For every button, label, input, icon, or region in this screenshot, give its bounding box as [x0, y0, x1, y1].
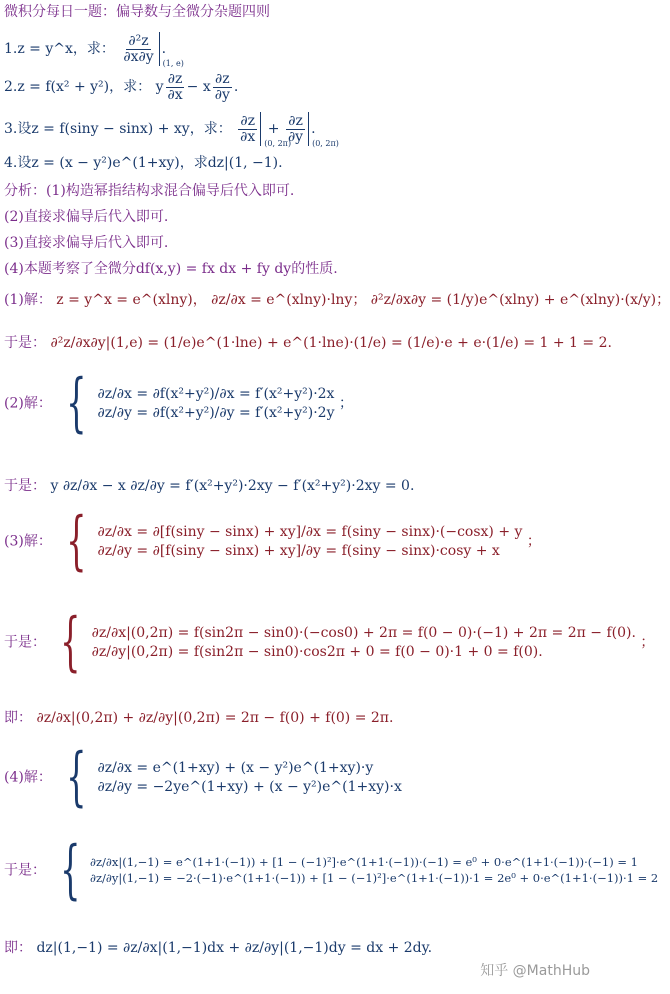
analysis-3: (3)直接求偏导后代入即可. [4, 235, 169, 251]
solution-3-substitution: 于是： { ∂z/∂x|(0,2π) = f(sin2π − sin0)·(−cos0) + 2π = f(0 − 0)·(−1) + 2π = 2π − f(0). ∂z/∂y|(0,2π) = f(sin2π − sin0)·cos2π + 0 = f(0 − 0)·1 + 0 = f(0). ； [4, 605, 655, 679]
doc-title: 微积分每日一题：偏导数与全微分杂题四则 [4, 4, 270, 20]
solution-3-system [97, 521, 522, 562]
left-brace: { [66, 740, 87, 814]
question-2-text: 2.z = f(x² + y²)，求： [4, 79, 152, 96]
analysis-2: (2)直接求偏导后代入即可. [4, 209, 169, 225]
solution-2-result-label: 于是： [4, 478, 46, 494]
solution-2-result [4, 478, 414, 494]
solution-3-label: (3)解： [4, 533, 52, 550]
solution-1-label: (1)解： [4, 292, 52, 308]
question-2: 2.z = f(x² + y²)，求： y $\frac{\partial z}{\partial x}$ − x $\frac{\partial z}{\partial y}$ . [4, 71, 239, 103]
solution-4-sub-label: 于是： [4, 862, 46, 879]
solution-3-sub-label: 于是： [4, 634, 46, 651]
analysis-4: (4)本题考察了全微分df(x,y) = fx dx + fy dy的性质. [4, 261, 338, 277]
solution-4-line-2: ∂z/∂y = −2ye^(1+xy) + (x − y²)e^(1+xy)·x [97, 779, 402, 796]
solution-1-text: z = y^x = e^(xlny)， ∂z/∂x = e^(xlny)·lny； ∂²z/∂x∂y = (1/y)e^(xlny) + e^(xlny)·(x/y)； [56, 292, 670, 308]
question-3: 3.设z = f(siny − sinx) + xy，求： $\frac{\partial z}{\partial x}$ (0, 2π) + $\frac{\partial z}{\partial y}$ (0, 2π) . [4, 112, 339, 148]
solution-3-sub-line-1: ∂z/∂x|(0,2π) = f(sin2π − sin0)·(−cos0) + 2π = f(0 − 0)·(−1) + 2π = 2π − f(0). [91, 625, 636, 641]
analysis-1: 分析：(1)构造幂指结构求混合偏导后代入即可. [4, 183, 295, 199]
solution-1-result-text: ∂²z/∂x∂y|(1,e) = (1/e)e^(1·lne) + e^(1·lne)·(1/e) = (1/e)·e + e·(1/e) = 1 + 1 = 2. [50, 335, 612, 351]
solution-4-sub-line-2: ∂z/∂y|(1,−1) = −2·(−1)·e^(1+1·(−1)) + [1 − (−1)²]·e^(1+1·(−1))·1 = 2e⁰ + 0·e^(1+1·(−1))·1 = 2 [90, 871, 659, 886]
solution-4-label: (4)解： [4, 769, 52, 786]
solution-3-sub-line-2: ∂z/∂y|(0,2π) = f(sin2π − sin0)·cos2π + 0 = f(0 − 0)·1 + 0 = f(0). [91, 644, 543, 661]
question-3-text: 3.设z = f(siny − sinx) + xy，求： [4, 121, 232, 137]
question-4: 4.设z = (x − y²)e^(1+xy)，求dz|(1, −1). [4, 155, 283, 171]
solution-4-result-text: dz|(1,−1) = ∂z/∂x|(1,−1)dx + ∂z/∂y|(1,−1)dy = dx + 2dy. [36, 940, 433, 956]
solution-2-line-2: ∂z/∂y = ∂f(x²+y²)/∂y = f′(x²+y²)·2y [97, 405, 335, 422]
solution-3-line-1: ∂z/∂x = ∂[f(siny − sinx) + xy]/∂x = f(siny − sinx)·(−cosx) + y [97, 524, 523, 540]
solution-2-label: (2)解： [4, 395, 52, 412]
left-brace: { [59, 833, 81, 907]
q1-eval-bar [159, 32, 184, 68]
solution-4-result-label: 即： [4, 940, 32, 956]
solution-3-result-label: 即： [4, 710, 32, 726]
left-brace: { [66, 366, 87, 440]
solution-3-result-text: ∂z/∂x|(0,2π) + ∂z/∂y|(0,2π) = 2π − f(0) + f(0) = 2π. [36, 710, 394, 726]
solution-2-system [97, 383, 334, 424]
solution-1-result [4, 335, 612, 351]
solution-2: (2)解： { ∂z/∂x = ∂f(x²+y²)/∂x = f′(x²+y²)·2x ∂z/∂y = ∂f(x²+y²)/∂y = f′(x²+y²)·2y ； [4, 366, 353, 440]
solution-4-result [4, 940, 432, 956]
question-1: 1.z = y^x，求： $\frac{\text{∂²z}}{\partial x\partial y}$ (1, e) . [4, 32, 184, 68]
solution-3-result [4, 710, 393, 726]
solution-4 [4, 740, 402, 814]
question-1-text: 1.z = y^x，求： [4, 41, 115, 57]
solution-3: (3)解： { ∂z/∂x = ∂[f(siny − sinx) + xy]/∂x = f(siny − sinx)·(−cosx) + y ∂z/∂y = ∂[f(siny − sinx) + xy]/∂y = f(siny − sinx)·cosy + x ； [4, 504, 541, 578]
solution-3-sub-system [92, 622, 636, 663]
solution-4-line-1: ∂z/∂x = e^(1+xy) + (x − y²)e^(1+xy)·y [97, 760, 374, 776]
solution-4-substitution [4, 833, 659, 907]
left-brace: { [60, 605, 81, 679]
solution-1 [4, 292, 670, 308]
solution-4-sub-line-1: ∂z/∂x|(1,−1) = e^(1+1·(−1)) + [1 − (−1)²]·e^(1+1·(−1))·(−1) = e⁰ + 0·e^(1+1·(−1))·(−1) = 1 [90, 854, 638, 869]
q1-eval-point: (1, e) [162, 58, 184, 68]
solution-1-result-label: 于是： [4, 335, 46, 351]
solution-4-sub-system [90, 853, 658, 888]
solution-2-result-text: y ∂z/∂x − x ∂z/∂y = f′(x²+y²)·2xy − f′(x²+y²)·2xy = 0. [50, 478, 415, 494]
solution-2-line-1: ∂z/∂x = ∂f(x²+y²)/∂x = f′(x²+y²)·2x [97, 386, 335, 402]
solution-4-system [97, 757, 401, 798]
q1-fraction: $\frac{\text{∂²z}}{\partial x\partial y}$ [123, 32, 154, 65]
watermark: 知乎 @MathHub [480, 963, 590, 979]
solution-3-line-2: ∂z/∂y = ∂[f(siny − sinx) + xy]/∂y = f(siny − sinx)·cosy + x [97, 543, 500, 560]
left-brace: { [66, 504, 87, 578]
